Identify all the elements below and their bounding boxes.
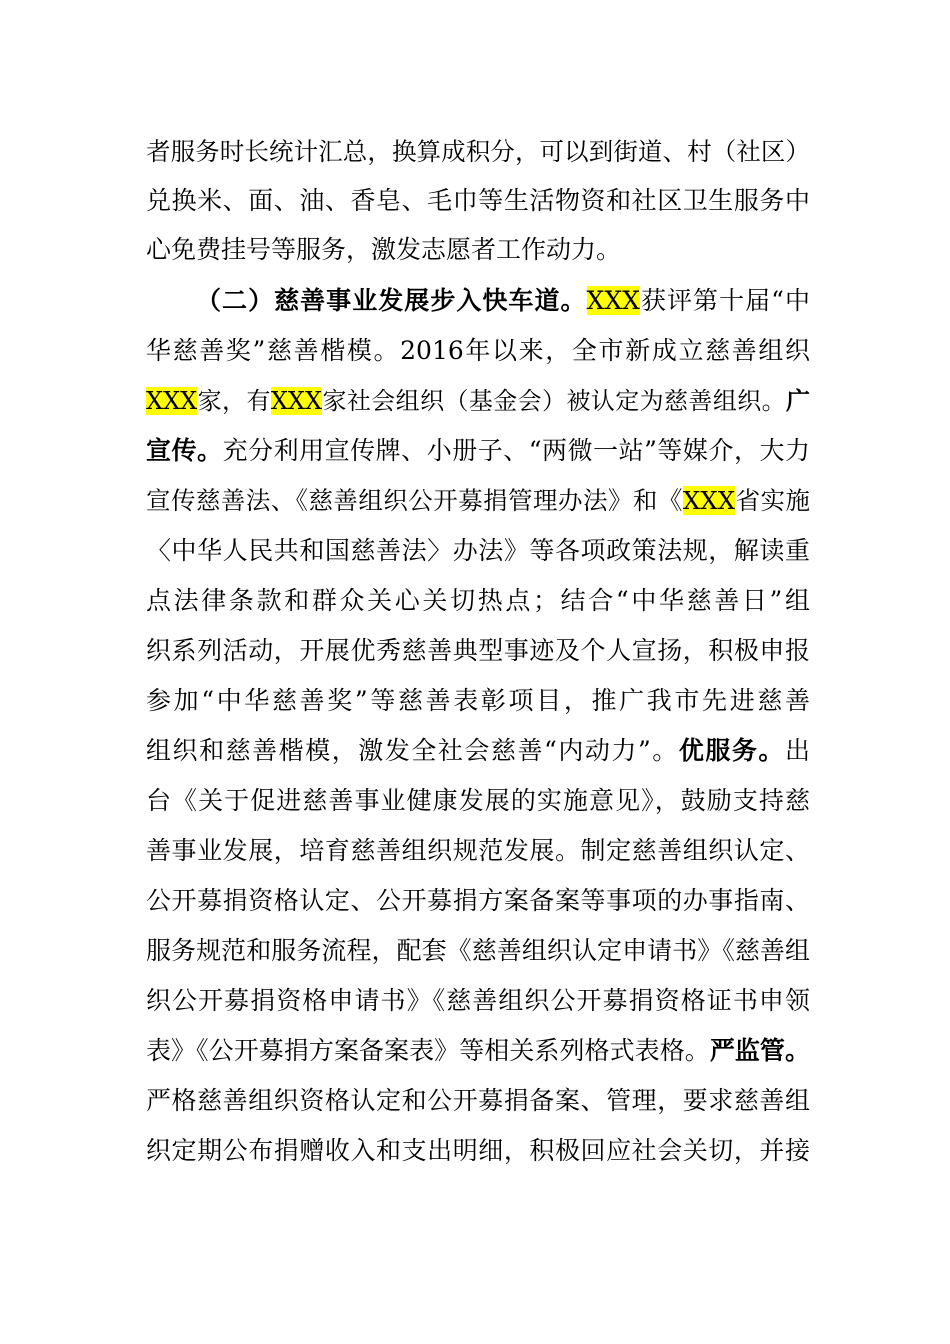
placeholder-highlight: XXX xyxy=(586,286,640,315)
text-run: 心免费挂号等服务，激发志愿者工作动力。 xyxy=(146,235,622,264)
text-line xyxy=(146,883,810,919)
text-run: 织定期公布捐赠收入和支出明细，积极回应社会关切，并接 xyxy=(146,1136,810,1165)
text-run: 获评第十届“中 xyxy=(639,286,810,315)
text-run: 台《关于促进慈善事业健康发展的实施意见》，鼓励支持慈 xyxy=(146,786,810,815)
bold-keyword: 广 xyxy=(786,386,810,415)
text-line xyxy=(146,983,810,1019)
text-line xyxy=(146,833,810,869)
text-run: 公开募捐资格认定、公开募捐方案备案等事项的办事指南、 xyxy=(146,886,810,915)
text-run: 省实施 xyxy=(735,486,811,515)
text-run: 家社会组织（基金会）被认定为慈善组织。 xyxy=(322,387,786,415)
text-run: 表》《公开募捐方案备案表》等相关系列格式表格。 xyxy=(146,1036,710,1065)
text-line xyxy=(146,633,810,669)
text-run: 出 xyxy=(784,736,810,765)
text-line xyxy=(146,333,810,369)
text-line xyxy=(146,383,810,419)
bold-keyword: 严监管。 xyxy=(709,1036,810,1065)
placeholder-highlight: XXX xyxy=(682,486,736,515)
text-run: 参加“中华慈善奖”等慈善表彰项目，推广我市先进慈善 xyxy=(146,686,810,715)
text-run: 者服务时长统计汇总，换算成积分，可以到街道、村（社区） xyxy=(146,137,810,166)
text-run: 家，有 xyxy=(197,387,271,415)
text-run: 严格慈善组织资格认定和公开募捐备案、管理，要求慈善组 xyxy=(146,1086,810,1115)
text-line xyxy=(146,583,810,619)
text-run: 织系列活动，开展优秀慈善典型事迹及个人宣扬，积极申报 xyxy=(146,636,810,665)
text-line xyxy=(146,733,810,769)
text-line xyxy=(146,783,810,819)
text-run: 善事业发展，培育慈善组织规范发展。制定慈善组织认定、 xyxy=(146,836,810,865)
text-run: 〈中华人民共和国慈善法〉办法》等各项政策法规，解读重 xyxy=(146,536,810,565)
text-line xyxy=(146,483,810,519)
bold-keyword: 优服务。 xyxy=(678,736,785,765)
section-heading-line xyxy=(196,283,810,319)
text-line xyxy=(146,1083,810,1119)
text-run: 织公开募捐资格申请书》《慈善组织公开募捐资格证书申领 xyxy=(146,986,810,1015)
text-run: 宣传慈善法、《慈善组织公开募捐管理办法》和《 xyxy=(146,486,683,515)
text-line xyxy=(146,533,810,569)
text-run: 华慈善奖”慈善楷模。2016年以来，全市新成立慈善组织 xyxy=(146,336,810,365)
text-run: 兑换米、面、油、香皂、毛巾等生活物资和社区卫生服务中 xyxy=(146,186,810,215)
text-line xyxy=(146,433,810,469)
placeholder-highlight: XXX xyxy=(146,387,198,415)
text-line xyxy=(146,1133,810,1169)
text-run: 点法律条款和群众关心关切热点；结合“中华慈善日”组 xyxy=(146,586,810,615)
text-line xyxy=(146,183,810,219)
section-heading: （二）慈善事业发展步入快车道。 xyxy=(196,286,587,315)
text-run: 组织和慈善楷模，激发全社会慈善“内动力”。 xyxy=(146,736,679,765)
text-run: 充分利用宣传牌、小册子、“两微一站”等媒介，大力 xyxy=(222,436,810,465)
text-line xyxy=(146,683,810,719)
text-line xyxy=(146,1033,810,1069)
bold-keyword: 宣传。 xyxy=(146,436,223,465)
placeholder-highlight: XXX xyxy=(270,387,323,415)
text-run: 服务规范和服务流程，配套《慈善组织认定申请书》《慈善组 xyxy=(146,936,810,965)
text-line xyxy=(146,134,810,170)
text-line xyxy=(146,232,810,268)
text-line xyxy=(146,933,810,969)
